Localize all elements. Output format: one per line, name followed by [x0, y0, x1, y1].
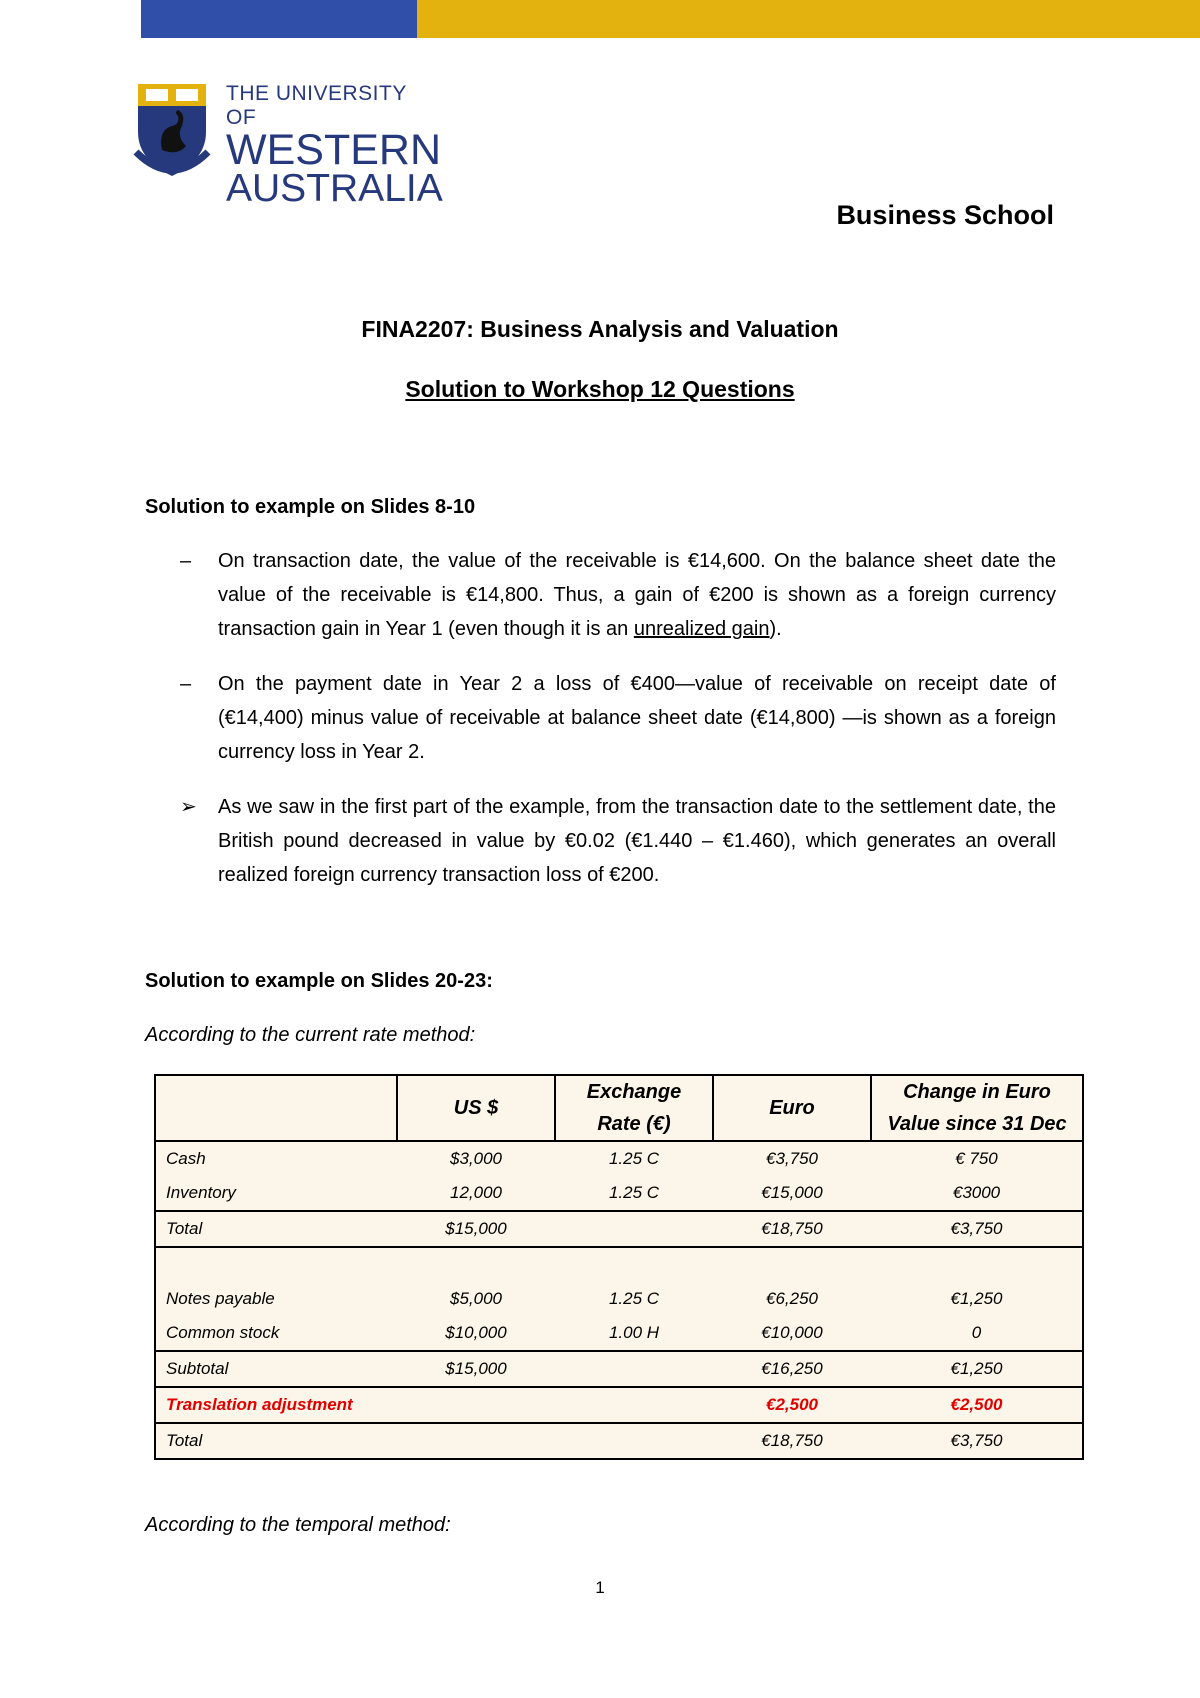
table-cell [555, 1247, 713, 1282]
table-row [155, 1247, 1083, 1282]
table-header: Exchange Rate (€) [555, 1075, 713, 1141]
table-cell: €1,250 [871, 1282, 1083, 1316]
table-cell: €3,750 [871, 1423, 1083, 1459]
table-cell [555, 1351, 713, 1387]
row-label: Total [155, 1423, 397, 1459]
table-header [155, 1075, 397, 1141]
top-bar-gold [417, 0, 1200, 38]
table-row [155, 1141, 1083, 1176]
table-cell [397, 1423, 555, 1459]
table-cell: €3,750 [766, 1149, 818, 1168]
table-cell: €10,000 [761, 1323, 823, 1342]
table-header: Change in Euro Value since 31 Dec [871, 1075, 1083, 1141]
table-row [155, 1282, 1083, 1316]
table-cell: €2,500 [713, 1387, 871, 1423]
dash-bullet-1: – [180, 550, 192, 572]
top-color-bar [141, 0, 1200, 38]
translation-table [154, 1074, 1084, 1460]
row-label: Cash [155, 1141, 397, 1176]
dash-bullet-2: – [180, 673, 192, 695]
table-row [155, 1423, 1083, 1459]
table-cell: € 750 [871, 1141, 1083, 1176]
row-label: Translation adjustment [155, 1387, 397, 1423]
table-cell: €18,750 [713, 1211, 871, 1247]
table-cell: €1,250 [871, 1351, 1083, 1387]
table-cell: €3,750 [871, 1211, 1083, 1247]
document-subtitle: Solution to Workshop 12 Questions [405, 376, 795, 402]
top-bar-blue [141, 0, 417, 38]
row-label: Common stock [155, 1316, 397, 1351]
table-cell: $10,000 [445, 1323, 507, 1342]
table-row [155, 1351, 1083, 1387]
university-logo [132, 80, 443, 210]
table-header: US $ [397, 1075, 555, 1141]
table-cell: €15,000 [761, 1183, 823, 1202]
row-label: Total [155, 1211, 397, 1247]
table-cell: 12,000 [450, 1183, 502, 1202]
course-title: FINA2207: Business Analysis and Valuation [361, 316, 839, 342]
table-cell [871, 1247, 1083, 1282]
row-label: Inventory [155, 1176, 397, 1211]
table-cell [397, 1247, 555, 1282]
current-rate-method-label: According to the current rate method: [145, 1024, 476, 1046]
table-row [155, 1211, 1083, 1247]
arrow-bullet-icon: ➢ [180, 796, 197, 818]
table-row-translation-adjustment [155, 1387, 1083, 1423]
table-header: Euro [713, 1075, 871, 1141]
table-cell: 0 [871, 1316, 1083, 1351]
table-cell [555, 1211, 713, 1247]
table-cell: €2,500 [871, 1387, 1083, 1423]
table-cell: 1.25 C [608, 1289, 660, 1308]
row-label: Notes payable [155, 1282, 397, 1316]
university-wordmark [226, 82, 443, 208]
page-number: 1 [595, 1578, 605, 1597]
row-label: Subtotal [155, 1351, 397, 1387]
school-name: Business School [836, 200, 1054, 230]
temporal-method-label: According to the temporal method: [145, 1514, 451, 1536]
table-cell: €6,250 [766, 1289, 818, 1308]
table-cell: €18,750 [713, 1423, 871, 1459]
table-cell [713, 1247, 871, 1282]
university-crest-icon [132, 80, 212, 180]
wordmark-line-1: THE UNIVERSITY OF [226, 82, 407, 129]
table-row [155, 1176, 1083, 1211]
wordmark-line-2: WESTERN [226, 126, 441, 174]
bullet-2-text: On the payment date in Year 2 a loss of €400—value of receivable on receipt date of (€14,400) minus value of receivable at balance sheet date (€14,800) —is shown as a foreign currency loss in Year 2. [218, 673, 1056, 763]
table-cell: $15,000 [397, 1211, 555, 1247]
table-cell: €16,250 [713, 1351, 871, 1387]
row-label [155, 1247, 397, 1282]
table-cell: $3,000 [450, 1149, 502, 1168]
bullet-3-text: As we saw in the first part of the example, from the transaction date to the settlement date, the British pound decreased in value by €0.02 (€1.440 – €1.460), which generates an overall realized foreign currency transaction loss of €200. [218, 796, 1056, 886]
table-cell: $15,000 [397, 1351, 555, 1387]
table-cell [555, 1387, 713, 1423]
table-header-row [155, 1075, 1083, 1141]
table-cell [397, 1387, 555, 1423]
bullet-1-text: On transaction date, the value of the receivable is €14,600. On the balance sheet date the value of the receivable is €14,800. Thus, a gain of €200 is shown as a foreign currency transaction gain in Year 1 (even though it is an unrealized gain). [218, 550, 1056, 640]
table-cell: $5,000 [450, 1289, 502, 1308]
table-cell [555, 1423, 713, 1459]
wordmark-line-3: AUSTRALIA [226, 167, 443, 210]
unrealized-gain-link: unrealized gain [633, 618, 770, 640]
table-cell: 1.25 C [608, 1149, 660, 1168]
table-cell: 1.25 C [608, 1183, 660, 1202]
section1-heading: Solution to example on Slides 8-10 [145, 496, 476, 518]
table-cell: 1.00 H [608, 1323, 660, 1342]
section2-heading: Solution to example on Slides 20-23: [145, 970, 493, 992]
table-row [155, 1316, 1083, 1351]
table-cell: €3000 [871, 1176, 1083, 1211]
